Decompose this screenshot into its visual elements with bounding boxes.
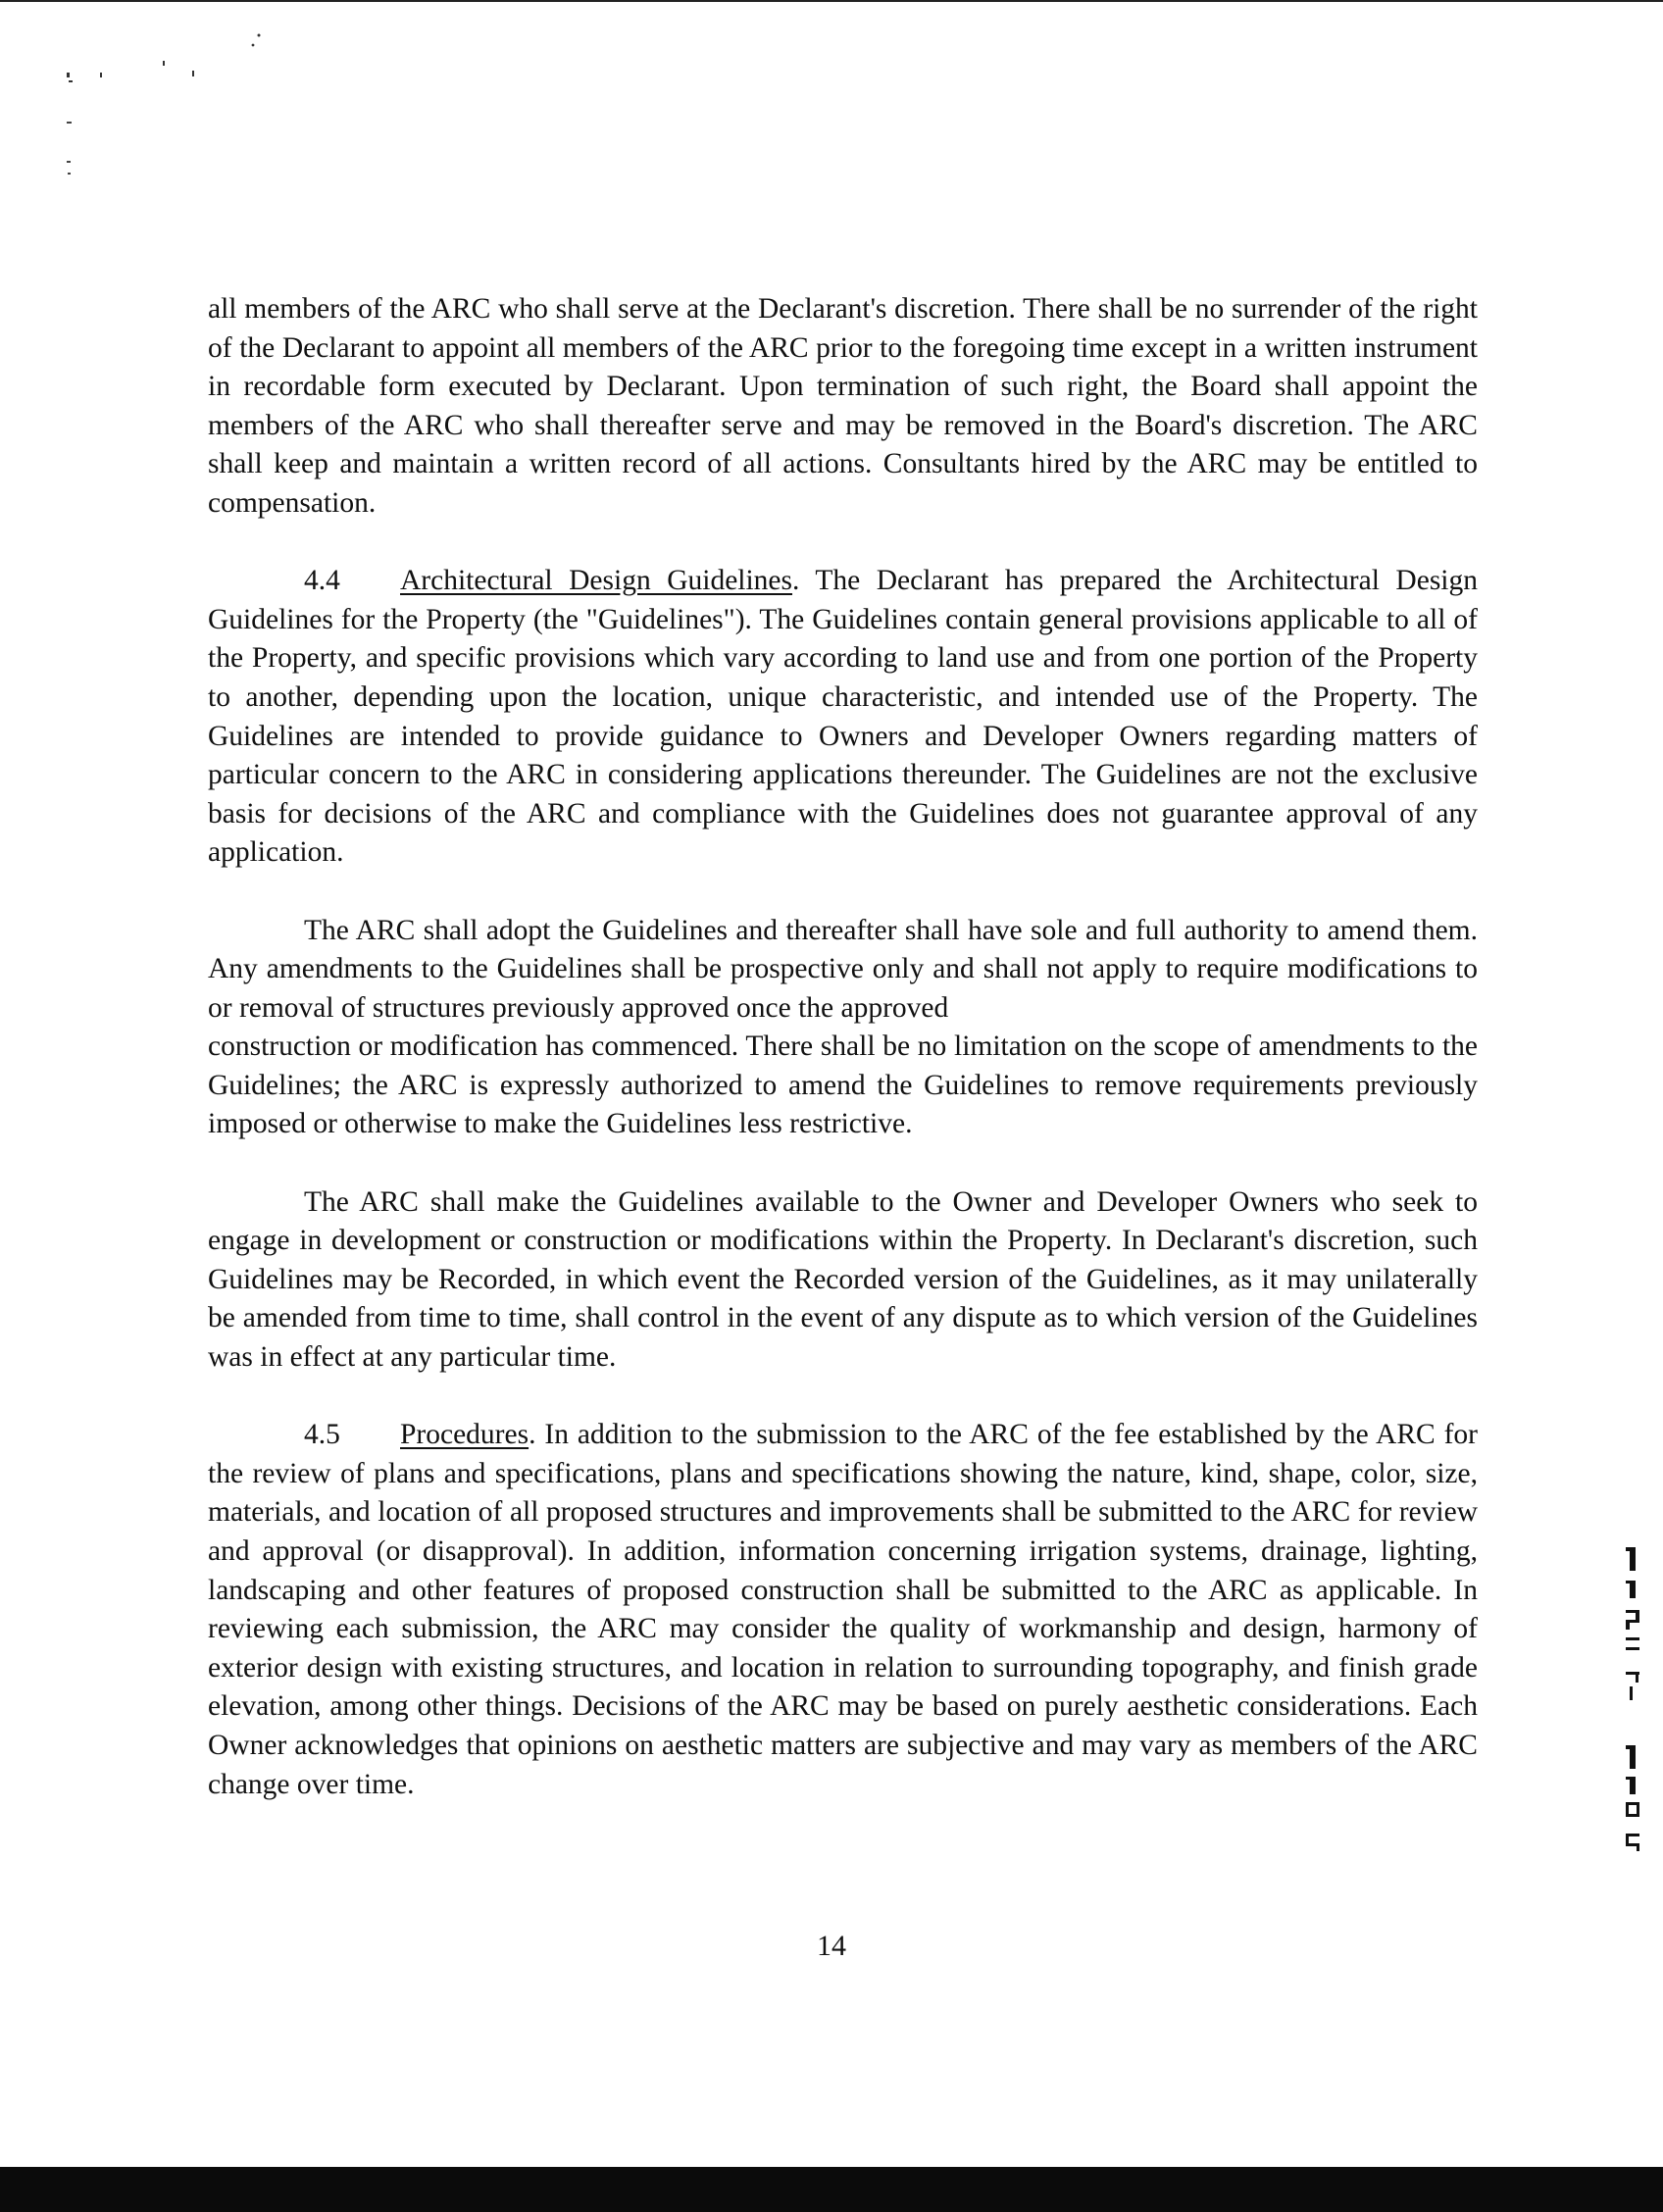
section-heading-procedures: Procedures: [400, 1419, 529, 1451]
paragraph-guidelines-availability: The ARC shall make the Guidelines available to the Owner and Developer Owners who seek to engage in development or construction or modifications within the Property. In Declarant's discretion, such Guidelines may be Recorded, in which event the Recorded version of the Guidelines, as it may unilaterally be amended from time to time, shall control in the event of any dispute as to which version of the Guidelines was in effect at any particular time.: [208, 1185, 1478, 1374]
document-body: [208, 290, 1478, 1843]
page-top-edge: [0, 0, 1663, 2]
section-number: 4.4: [304, 565, 340, 597]
scan-bottom-border: [0, 2167, 1663, 2212]
section-heading-architectural-design-guidelines: Architectural Design Guidelines: [400, 565, 793, 597]
section-4-5-paragraph: [208, 1416, 1478, 1804]
section-number: 4.5: [304, 1419, 340, 1451]
paragraph-arc-membership: all members of the ARC who shall serve at the Declarant's discretion. There shall be no surrender of the right of the Declarant to appoint all members of the ARC prior to the foregoing time except in a written instrument in recordable form executed by Declarant. Upon termination of such right, the Board shall appoint the members of the ARC who shall thereafter serve and may be removed in the Board's discretion. The ARC shall keep and maintain a written record of all actions. Consultants hired by the ARC may be entitled to compensation.: [208, 293, 1478, 519]
section-4-4-paragraph: [208, 562, 1478, 873]
section-4-4-body: . The Declarant has prepared the Architectural Design Guidelines for the Property (the "Guidelines"). The Guidelines contain general provisions applicable to all of the Property, and specific provisions which vary according to land use and from one portion of the Property to another, depending upon the location, unique characteristic, and intended use of the Property. The Guidelines are intended to provide guidance to Owners and Developer Owners regarding matters of particular concern to the ARC in considering applications thereunder. The Guidelines are not the exclusive basis for decisions of the ARC and compliance with the Guidelines does not guarantee approval of any application.: [208, 565, 1478, 869]
scan-artifact-marks: [39, 20, 294, 196]
recording-stamp-marks: [1616, 1530, 1651, 1883]
section-4-5-body: . In addition to the submission to the ARC of the fee established by the ARC for the review of plans and specifications, plans and specifications showing the nature, kind, shape, color, size, materials, and location of all proposed structures and improvements shall be submitted to the ARC for review and approval (or disapproval). In addition, information concerning irrigation systems, drainage, lighting, landscaping and other features of proposed construction shall be submitted to the ARC as applicable. In reviewing each submission, the ARC may consider the quality of workmanship and design, harmony of exterior design with existing structures, and location in relation to surrounding topography, and finish grade elevation, among other things. Decisions of the ARC may be based on purely aesthetic considerations. Each Owner acknowledges that opinions on aesthetic matters are subjective and may vary as members of the ARC change over time.: [208, 1419, 1478, 1800]
page-number: 14: [817, 1930, 846, 1962]
paragraph-line: construction or modification has commenced. There shall be no limitation on the scope of amendments to the Guidelines; the ARC is expressly authorized to amend the Guidelines to remove requirements previously imposed or otherwise to make the Guidelines less restrictive.: [208, 1031, 1478, 1140]
paragraph-guidelines-amendments: [208, 912, 1478, 1145]
paragraph-line: The ARC shall adopt the Guidelines and thereafter shall have sole and full authority to amend them. Any amendments to the Guidelines shall be prospective only and shall not apply to require modifications to or removal of structures previously approved once the approved: [208, 914, 1478, 1024]
